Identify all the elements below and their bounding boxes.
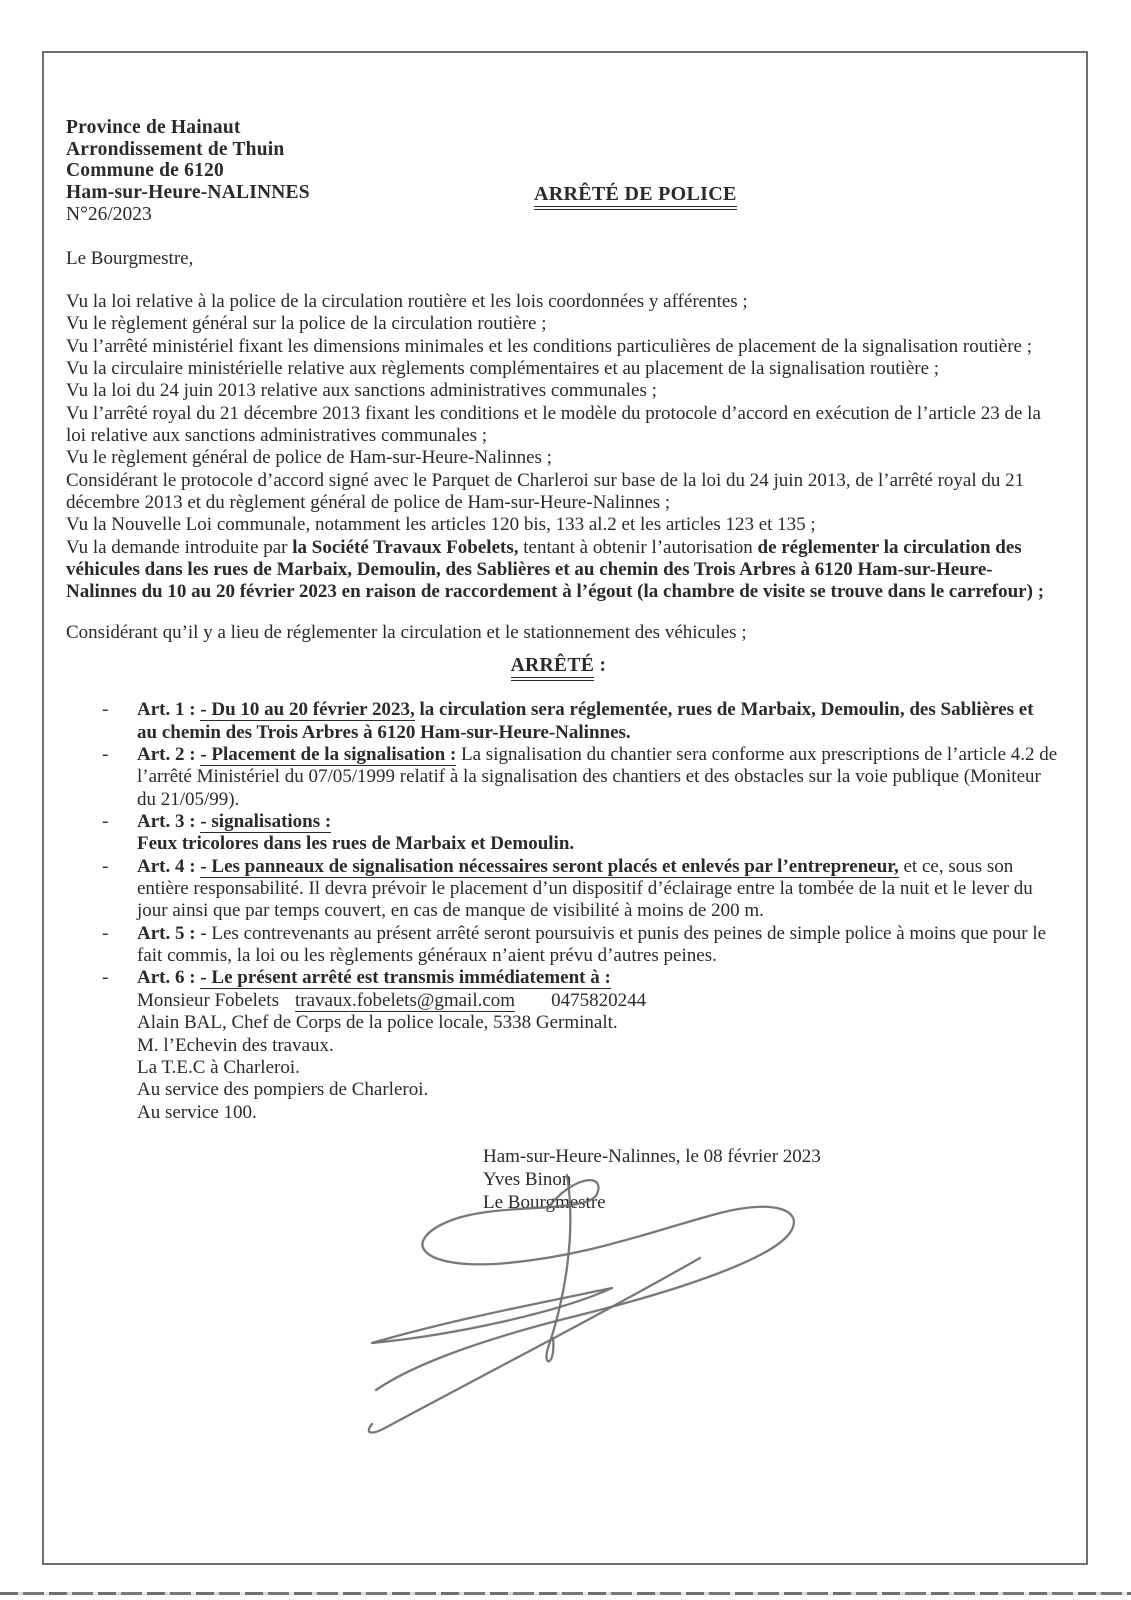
decree-heading-word: ARRÊTÉ xyxy=(511,655,595,681)
preamble-line: Vu la loi relative à la police de la circulation routière et les lois coordonnées y afférentes ; xyxy=(66,290,748,312)
recipients-list xyxy=(66,990,1051,1124)
document-title-text: ARRÊTÉ DE POLICE xyxy=(534,183,737,210)
article-line: l’arrêté Ministériel du 07/05/1999 relatif à la signalisation des chantiers et des obstacles sur la voie publique (Moniteur xyxy=(137,766,1041,788)
preamble-line: Vu le règlement général sur la police de la circulation routière ; xyxy=(66,313,547,335)
considering-clause: Considérant qu’il y a lieu de réglementer la circulation et le stationnement des véhicules ; xyxy=(66,621,747,643)
recipient-line: Au service des pompiers de Charleroi. xyxy=(137,1079,429,1101)
article-line xyxy=(137,744,1058,766)
list-dash-marker: - xyxy=(102,855,109,877)
article-1 xyxy=(66,699,1051,744)
article-2-text: La signalisation du chantier sera conforme aux prescriptions de l’article 4.2 de xyxy=(456,744,1058,766)
article-line: jour ainsi que par temps couvert, en cas de manque de visibilité à moins de 200 m. xyxy=(137,900,764,922)
article-line: au chemin des Trois Arbres à 6120 Ham-sur-Heure-Nalinnes. xyxy=(137,721,631,743)
salutation: Le Bourgmestre, xyxy=(66,247,194,269)
request-middle: tentant à obtenir l’autorisation xyxy=(518,536,758,558)
article-1-label: Art. 1 : xyxy=(137,699,201,721)
article-3 xyxy=(66,811,1051,856)
list-dash-marker: - xyxy=(102,811,109,833)
article-2-subject: - Placement de la signalisation : xyxy=(200,744,457,766)
recipient-email: travaux.fobelets@gmail.com xyxy=(294,989,516,1011)
request-line xyxy=(66,537,1051,559)
decree-number: N°26/2023 xyxy=(66,203,152,225)
scanner-edge-artifact xyxy=(0,1592,1131,1595)
article-line: Feux tricolores dans les rues de Marbaix et Demoulin. xyxy=(137,833,575,855)
letterhead-arrondissement: Arrondissement de Thuin xyxy=(66,138,285,160)
preamble-line: Vu l’arrêté ministériel fixant les dimensions minimales et les conditions particulières de placement de la signalisation routière ; xyxy=(66,335,1032,357)
signer-title: Le Bourgmestre xyxy=(483,1192,606,1214)
recipient-line: Au service 100. xyxy=(137,1101,257,1123)
article-3-label: Art. 3 : xyxy=(137,811,201,833)
preamble-line: décembre 2013 et du règlement général de police de Ham-sur-Heure-Nalinnes ; xyxy=(66,491,671,513)
place-and-date: Ham-sur-Heure-Nalinnes, le 08 février 2023 xyxy=(483,1145,821,1167)
recipient-line: La T.E.C à Charleroi. xyxy=(137,1056,300,1078)
list-dash-marker: - xyxy=(102,699,109,721)
article-2-label: Art. 2 : xyxy=(137,744,201,766)
recipient-name: Monsieur Fobelets xyxy=(137,989,279,1011)
article-line: entière responsabilité. Il devra prévoir le placement d’un dispositif d’éclairage entre la tombée de la nuit et le lever du xyxy=(137,878,1033,900)
preamble-line: Vu la loi du 24 juin 2013 relative aux sanctions administratives communales ; xyxy=(66,380,657,402)
article-1-period: - Du 10 au 20 février 2023, xyxy=(200,699,415,721)
decree-heading xyxy=(66,655,1051,677)
article-line: du 21/05/99). xyxy=(137,788,240,810)
article-line xyxy=(137,699,1051,721)
signer-name: Yves Binon xyxy=(483,1169,572,1191)
preamble-line: Vu la Nouvelle Loi communale, notamment les articles 120 bis, 133 al.2 et les articles 123 et 135 ; xyxy=(66,514,816,536)
list-dash-marker: - xyxy=(102,744,109,766)
document-title xyxy=(534,183,737,206)
article-line xyxy=(137,811,1051,833)
page-border-frame xyxy=(42,51,1088,1565)
letterhead-province: Province de Hainaut xyxy=(66,117,241,138)
preamble-line: loi relative aux sanctions administratives communales ; xyxy=(66,424,488,446)
article-5-label: Art. 5 : xyxy=(137,922,201,944)
request-line: Nalinnes du 10 au 20 février 2023 en raison de raccordement à l’égout (la chambre de visite se trouve dans le carrefour) ; xyxy=(66,581,1045,603)
recipient-phone: 0475820244 xyxy=(551,989,647,1011)
article-6-subject: - Le présent arrêté est transmis immédiatement à : xyxy=(200,967,611,989)
list-dash-marker: - xyxy=(102,967,109,989)
letterhead-ville: Ham-sur-Heure-NALINNES xyxy=(66,182,310,204)
signature-block xyxy=(483,1145,1051,1215)
preamble-line: Vu la circulaire ministérielle relative aux règlements complémentaires et au placement de la signalisation routière ; xyxy=(66,357,940,379)
article-4-label: Art. 4 : xyxy=(137,855,201,877)
article-line xyxy=(137,856,1051,878)
preamble-line: Vu l’arrêté royal du 21 décembre 2013 fixant les conditions et le modèle du protocole d’accord en exécution de l’article 23 de la xyxy=(66,402,1041,424)
article-2 xyxy=(66,744,1058,811)
preamble-line: Vu le règlement général de police de Ham-sur-Heure-Nalinnes ; xyxy=(66,447,552,469)
request-object: de réglementer la circulation des xyxy=(757,536,1022,558)
request-company: la Société Travaux Fobelets, xyxy=(292,536,519,558)
recipient-line: M. l’Echevin des travaux. xyxy=(137,1034,334,1056)
recipient-contact-line xyxy=(137,990,1051,1012)
list-dash-marker: - xyxy=(102,922,109,944)
preamble-line: Considérant le protocole d’accord signé avec le Parquet de Charleroi sur base de la loi du 24 juin 2013, de l’arrêté royal du 21 xyxy=(66,469,1025,491)
article-5 xyxy=(66,923,1051,968)
article-5-text: - Les contrevenants au présent arrêté seront poursuivis et punis des peines de simple police à moins que pour le xyxy=(200,922,1047,944)
request-intro: Vu la demande introduite par xyxy=(66,536,293,558)
preamble xyxy=(66,291,1051,604)
article-1-text: la circulation sera réglementée, rues de Marbaix, Demoulin, des Sablières et xyxy=(414,699,1034,721)
article-3-subject: - signalisations : xyxy=(200,811,332,833)
article-4-text: et ce, sous son xyxy=(898,855,1014,877)
article-line xyxy=(137,967,1051,989)
article-line: fait commis, la loi ou les règlements généraux n’aient prévu d’autres peines. xyxy=(137,945,717,967)
letterhead-commune: Commune de 6120 xyxy=(66,160,224,182)
article-line xyxy=(137,923,1051,945)
article-6-label: Art. 6 : xyxy=(137,967,201,989)
articles-list xyxy=(66,699,1058,1124)
recipient-line: Alain BAL, Chef de Corps de la police locale, 5338 Germinalt. xyxy=(137,1012,618,1034)
article-4-subject: - Les panneaux de signalisation nécessaires seront placés et enlevés par l’entrepreneur, xyxy=(200,855,899,877)
decree-heading-colon: : xyxy=(594,655,607,677)
article-6 xyxy=(66,967,1051,989)
request-line: véhicules dans les rues de Marbaix, Demoulin, des Sablières et au chemin des Trois Arbres à 6120 Ham-sur-Heure- xyxy=(66,558,993,580)
article-4 xyxy=(66,856,1051,923)
page-content xyxy=(66,53,1058,1215)
